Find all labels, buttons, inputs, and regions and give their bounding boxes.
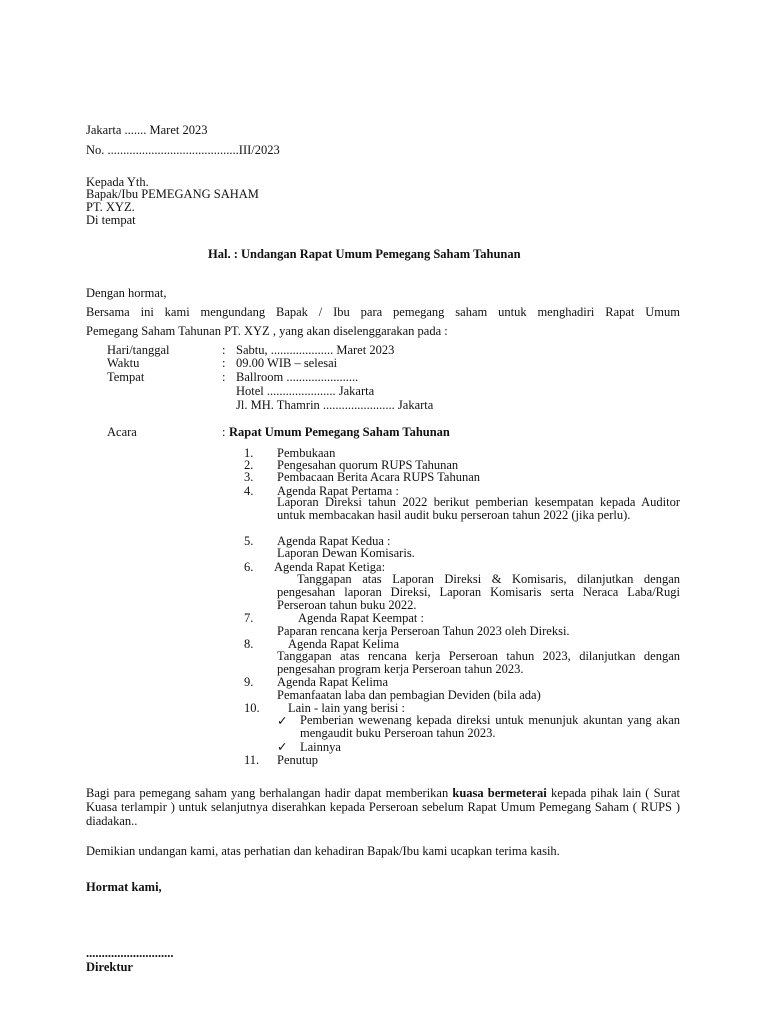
closing-sentence: Demikian undangan kami, atas perhatian dan kehadiran Bapak/Ibu kami ucapkan terima kasih. [86, 844, 560, 858]
subject-heading: Hal. : Undangan Rapat Umum Pemegang Saham Tahunan [208, 247, 521, 261]
letter-number: No. ..........................................III/2023 [86, 143, 280, 157]
agenda-number-11: 11. [244, 753, 260, 767]
intro-line-1: Bersama ini kami mengundang Bapak / Ibu para pemegang saham untuk menghadiri Rapat Umum [86, 305, 680, 319]
agenda-title: Rapat Umum Pemegang Saham Tahunan [229, 425, 450, 439]
agenda-item-9-description: Pemanfaatan laba dan pembagian Deviden (bila ada) [277, 688, 541, 702]
agenda-item-1: Pembukaan [277, 446, 336, 460]
agenda-number-2: 2. [244, 458, 254, 472]
agenda-number-10: 10. [244, 701, 260, 715]
agenda-item-7: Agenda Rapat Keempat : [298, 611, 424, 625]
agenda-number-1: 1. [244, 446, 254, 460]
date-line: Jakarta ....... Maret 2023 [86, 123, 208, 137]
place-label: Tempat [107, 370, 145, 384]
day-colon: : [222, 343, 226, 357]
place-value-3: Jl. MH. Thamrin ....................... Jakarta [236, 398, 434, 412]
greeting: Dengan hormat, [86, 286, 167, 300]
recipient-line-3: PT. XYZ. [86, 200, 135, 214]
recipient-line-2: Bapak/Ibu PEMEGANG SAHAM [86, 187, 259, 201]
day-label: Hari/tanggal [107, 343, 170, 357]
agenda-number-7: 7. [244, 611, 254, 625]
agenda-number-3: 3. [244, 470, 254, 484]
agenda-item-9: Agenda Rapat Kelima [277, 675, 389, 689]
check-icon: ✓ [277, 740, 288, 754]
signature-title: Direktur [86, 960, 133, 974]
agenda-sub-item-1: Pemberian wewenang kepada direksi untuk menunjuk akuntan yang akan mengaudit buku Perseroan tahun 2023. [300, 713, 680, 740]
agenda-item-8: Agenda Rapat Kelima [288, 637, 400, 651]
proxy-text-end: kepada pihak lain ( Surat Kuasa terlampir ) untuk selanjutnya diserahkan kepada Perseroan sebelum Rapat Umum Pemegang Saham ( RUPS ) diadakan.. [86, 786, 680, 828]
check-icon: ✓ [277, 714, 288, 728]
agenda-item-3: Pembacaan Berita Acara RUPS Tahunan [277, 470, 481, 484]
signature-dots: ............................ [86, 946, 174, 960]
proxy-paragraph [86, 786, 680, 828]
day-value: Sabtu, .................... Maret 2023 [236, 343, 395, 357]
place-value-2: Hotel ...................... Jakarta [236, 384, 375, 398]
agenda-item-5: Agenda Rapat Kedua : [277, 534, 391, 548]
agenda-item-6-description: Tanggapan atas Laporan Direksi & Komisaris, dilanjutkan dengan pengesahan laporan Direksi, Laporan Komisaris serta Neraca Laba/Rugi Perseroan tahun buku 2022. [277, 572, 680, 612]
place-value-1: Ballroom ....................... [236, 370, 359, 384]
agenda-item-7-description: Paparan rencana kerja Perseroan Tahun 2023 oleh Direksi. [277, 624, 570, 638]
agenda-sub-item-2: Lainnya [300, 740, 341, 754]
agenda-item-11: Penutup [277, 753, 318, 767]
agenda-item-10: Lain - lain yang berisi : [288, 701, 405, 715]
agenda-item-6: Agenda Rapat Ketiga: [274, 560, 386, 574]
time-label: Waktu [107, 356, 140, 370]
agenda-item-4: Agenda Rapat Pertama : [277, 484, 399, 498]
time-colon: : [222, 356, 226, 370]
time-value: 09.00 WIB – selesai [236, 356, 338, 370]
agenda-item-8-description: Tanggapan atas rencana kerja Perseroan tahun 2023, dilanjutkan dengan pengesahan program kerja Perseroan tahun 2023. [277, 649, 680, 676]
proxy-text-start: Bagi para pemegang saham yang berhalangan hadir dapat memberikan [86, 786, 453, 800]
intro-line-2: Pemegang Saham Tahunan PT. XYZ , yang akan diselenggarakan pada : [86, 324, 448, 338]
agenda-number-4: 4. [244, 484, 254, 498]
agenda-number-8: 8. [244, 637, 254, 651]
agenda-item-4-description: Laporan Direksi tahun 2022 berikut pemberian kesempatan kepada Auditor untuk membacakan hasil audit buku perseroan tahun 2022 (jika perlu). [277, 495, 680, 522]
agenda-item-2: Pengesahan quorum RUPS Tahunan [277, 458, 459, 472]
agenda-colon: : [222, 425, 226, 439]
agenda-item-5-description: Laporan Dewan Komisaris. [277, 546, 415, 560]
agenda-number-5: 5. [244, 534, 254, 548]
agenda-label: Acara [107, 425, 137, 439]
signoff: Hormat kami, [86, 880, 162, 894]
recipient-line-4: Di tempat [86, 213, 136, 227]
place-colon: : [222, 370, 226, 384]
agenda-number-6: 6. [244, 560, 254, 574]
agenda-number-9: 9. [244, 675, 254, 689]
proxy-bold-text: kuasa bermeterai [452, 786, 547, 800]
recipient-line-1: Kepada Yth. [86, 175, 149, 189]
